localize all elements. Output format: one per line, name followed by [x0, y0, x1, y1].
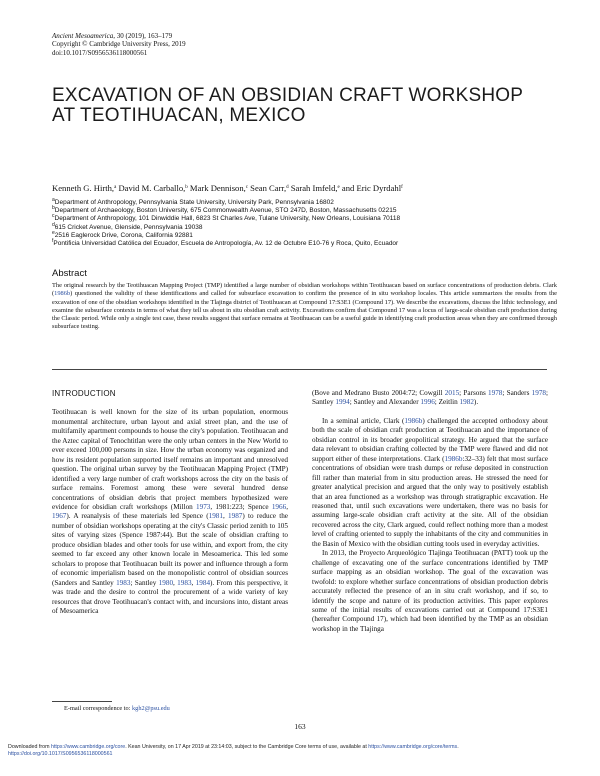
author-affil-marker: c: [245, 185, 249, 190]
citation-link[interactable]: 1967: [52, 512, 67, 521]
abstract-heading: Abstract: [52, 268, 87, 279]
citation-link[interactable]: 2015: [444, 389, 460, 397]
abstract-text: ) questioned the validity of these identifications and called for subsurface excavation to confirm the presence of in situ workshop locales. This article summarizes the results from the excavation of one of the obsidian workshops identified in the Tlajinga district of Teotihuacan at Compound 17:S3E1 (Compound 17). We describe the excavations, discuss the lithic technology, and examine the subsurface contexts in terms of what they tell us about in situ obsidian craft activity. Excavations confirm that Compound 17 was a locus of large-scale obsidian craft production during the Classic period. While only a single test case, these results suggest that surface remains at Teotihuacan can be a useful guide in identifying craft production areas when they are confirmed through subsurface testing.: [52, 290, 557, 331]
author-name: David M. Carballo,: [116, 183, 186, 193]
body-text: ). A reanalysis of these materials led Spence (: [66, 512, 209, 521]
affiliation-marker: e: [52, 229, 55, 236]
citation-link[interactable]: 1973: [196, 502, 211, 511]
affiliation: [52, 221, 572, 232]
copyright-line: Copyright © Cambridge University Press, 2019: [52, 40, 186, 49]
abstract-text: The original research by the Teotihuacan Mapping Project (TMP) identified a large number of obsidian workshops within Teotihuacan based on surface concentrations of production debris. Clark (: [52, 282, 557, 298]
body-text: ; Sanders: [502, 389, 532, 397]
author-list: [52, 183, 572, 193]
author-name: Sean Carr,: [248, 183, 287, 193]
affiliation-text: Department of Archaeology, Boston University, 675 Commonwealth Avenue, STO 247D, Boston, Massachusetts 02215: [54, 207, 397, 215]
email-link[interactable]: kgh2@psu.edu: [132, 705, 170, 712]
author-affil-marker: a: [114, 185, 117, 190]
citation-link[interactable]: 1983: [116, 578, 131, 587]
citation-link[interactable]: 1996: [420, 398, 435, 407]
doi-link[interactable]: https://doi.org/10.1017/S0956536118000561: [8, 751, 113, 757]
abstract-body: [52, 282, 557, 332]
body-column-left: [52, 389, 288, 616]
body-text: ; Santley: [312, 389, 548, 407]
journal-citation: , 30 (2019), 163–179: [113, 32, 173, 40]
section-divider: [52, 369, 547, 370]
affiliation-marker: d: [52, 221, 55, 228]
page-number: 163: [294, 722, 306, 731]
section-heading-introduction: INTRODUCTION: [52, 389, 116, 398]
citation-link[interactable]: 1983: [177, 578, 192, 587]
footnote-divider: [52, 701, 112, 702]
affiliation-text: Department of Anthropology, 101 Dinwiddie Hall, 6823 St Charles Ave, Tulane University, New Orleans, Louisiana 70118: [54, 215, 401, 223]
citation-link[interactable]: 1984: [195, 578, 211, 587]
citation-link[interactable]: 1987: [228, 512, 243, 521]
body-text: (Bove and Medrano Busto 2004:72; Cowgill: [312, 389, 445, 397]
title-line-1: EXCAVATION OF AN OBSIDIAN CRAFT WORKSHOP: [52, 85, 524, 106]
affiliation: [52, 215, 572, 223]
footnote-label: E-mail correspondence to:: [64, 705, 133, 712]
affiliation-list: [52, 199, 572, 248]
citation-link[interactable]: 1966: [271, 502, 287, 511]
article-title: [52, 86, 552, 126]
body-text: ,: [222, 512, 228, 521]
affiliation-text: 2516 Eaglerock Drive, Corona, California 92881: [54, 231, 193, 239]
author-name: Mark Dennison,: [187, 183, 246, 193]
affiliation-text: Department of Anthropology, Pennsylvania State University, University Park, Pennsylvania 16802: [54, 199, 334, 206]
download-text: .: [457, 744, 459, 750]
body-paragraph: [52, 408, 288, 616]
citation-link[interactable]: 1978: [488, 389, 503, 397]
author-name: and Eric Dyrdahl: [339, 183, 402, 193]
body-text: ) challenged the accepted orthodoxy about both the scale of obsidian craft production at Teotihuacan and the importance of obsidian control in its broader geopolitical strategy. He argued that the surface data relevant to obsidian crafting collected by the TMP were flawed and did not support either of these interpretations. Clark (: [312, 416, 548, 463]
body-text: ; Zeitlin: [434, 398, 460, 407]
body-paragraph: [312, 417, 548, 549]
body-text: ,: [286, 502, 288, 511]
terms-link[interactable]: https://www.cambridge.org/core/terms: [368, 744, 458, 750]
body-paragraph: In 2013, the Proyecto Arqueológico Tlajinga Teotihuacan (PATT) took up the challenge of excavating one of the surface concentrations identified by TMP surface mapping as an obsidian workshop. The goal of the excavation was twofold: to explore whether surface concentrations of obsidian production debris accurately reflected the presence of an in situ craft workshop, and if so, to identify the scope and nature of its production activities. This paper explores some of the initial results of excavations carried out at Compound 17:S3E1 (hereafter Compound 17), which had been identified by the TMP as an obsidian workshop in the Tlajinga: [312, 549, 548, 633]
author-affil-marker: d: [286, 185, 289, 190]
body-text: Teotihuacan is well known for the size of its urban population, enormous monumental architecture, urban layout and axial street plan, and the use of multifamily apartment compounds to house the city's population. Teotihuacan and the Aztec capital of Tenochtitlan were the only urban centers in the New World to ever exceed 100,000 persons in size. How the urban economy was organized and how its resident population supported itself remains an important and unresolved question. The original urban survey by the Teotihuacan Mapping Project (TMP) identified a very large number of craft workshops across the city on the basis of surface remains. Foremost among these were several hundred dense concentrations of obsidian debris that project members hypothesized were evidence for obsidian craft workshops (Millon: [52, 408, 288, 511]
author-affil-marker: e: [337, 185, 340, 190]
affiliation: [52, 199, 572, 207]
citation-link[interactable]: 1986b: [404, 416, 423, 425]
body-text: ,: [191, 578, 196, 587]
author-name: Sarah Imfeld,: [288, 183, 338, 193]
body-text: ).: [473, 398, 479, 407]
body-column-right: [312, 389, 548, 634]
citation-link[interactable]: 1978: [531, 389, 546, 397]
title-line-2: AT TEOTIHUACAN, MEXICO: [52, 105, 306, 126]
body-paragraph: [312, 389, 548, 408]
journal-name: Ancient Mesoamerica: [52, 32, 114, 40]
citation-link[interactable]: 1994: [335, 398, 350, 407]
affiliation-marker: b: [52, 205, 55, 212]
affiliation-marker: f: [52, 238, 54, 245]
affiliation-text: 615 Cricket Avenue, Glenside, Pennsylvania 19038: [54, 223, 203, 231]
body-text: ). From this perspective, it was trade and the desire to control the procurement of a wide variety of key resources that drove Teotihuacan's contact with, and incursions into, distant areas of Mesoamerica: [52, 578, 288, 615]
correspondence-footnote: [64, 705, 170, 712]
citation-link[interactable]: 1986b: [444, 454, 463, 463]
citation-link[interactable]: 1980: [158, 578, 174, 587]
author-affil-marker: b: [185, 185, 188, 190]
body-text: ) to reduce the number of obsidian workshops operating at the city's Classic period zenith to 105 sites of varying sizes (Spence 1987:44). But the scale of obsidian crafting to produce obsidian blades and other tools for use within, and export from, the city seemed to far exceed any other known locale in Mesoamerica. This led some scholars to propose that Teotihuacan built its power and influence through a form of economic imperialism based on the monopolistic control of obsidian sources (Sanders and Santley: [52, 512, 288, 587]
author-affil-marker: f: [401, 185, 403, 190]
citation-link[interactable]: 1986b: [54, 290, 71, 298]
body-text: In a seminal article, Clark (: [322, 416, 405, 425]
doi-line: doi:10.1017/S0956536118000561: [52, 48, 148, 57]
cambridge-core-link[interactable]: https://www.cambridge.org/core: [51, 744, 126, 750]
citation-link[interactable]: 1981: [208, 512, 223, 521]
download-text: Downloaded from: [8, 744, 51, 750]
body-text: ; Santley and Alexander: [349, 398, 421, 407]
body-text: :32–33) felt that most surface concentrations of obsidian were trash dumps or refuse deposited in construction fill rather than material from in situ production areas. He stressed the need for greater analytical precision and argued that the only way to positively establish that an area functioned as a workshop was through stratigraphic excavation. He reasoned that, until such excavations were undertaken, there was no basis for assuming large-scale obsidian craft activity at the site. All of the obsidian recovered across the city, Clark argued, could reflect nothing more than a modest level of crafting oriented to supply the inhabitants of the city and communities in the Basin of Mexico with the obsidian cutting tools used in everyday activities.: [312, 454, 548, 548]
download-notice: [8, 744, 592, 758]
body-text: ; Santley: [130, 578, 159, 587]
citation-link[interactable]: 1982: [459, 398, 474, 407]
body-text: ; Parsons: [459, 389, 489, 397]
affiliation-marker: c: [52, 213, 55, 220]
affiliation-marker: a: [52, 197, 55, 203]
download-text: . Kean University, on 17 Apr 2019 at 23:14:03, subject to the Cambridge Core terms of use, available at: [125, 744, 369, 750]
affiliation: [52, 229, 572, 240]
body-text: , 1981:223; Spence: [210, 502, 272, 511]
author-name: Kenneth G. Hirth,: [52, 183, 115, 193]
body-text: ,: [173, 578, 178, 587]
affiliation: [52, 240, 572, 248]
journal-header: [52, 32, 186, 57]
affiliation-text: Pontificia Universidad Católica del Ecuador, Escuela de Antropología, Av. 12 de Octubre E10-76 y Roca, Quito, Ecuador: [53, 240, 399, 248]
